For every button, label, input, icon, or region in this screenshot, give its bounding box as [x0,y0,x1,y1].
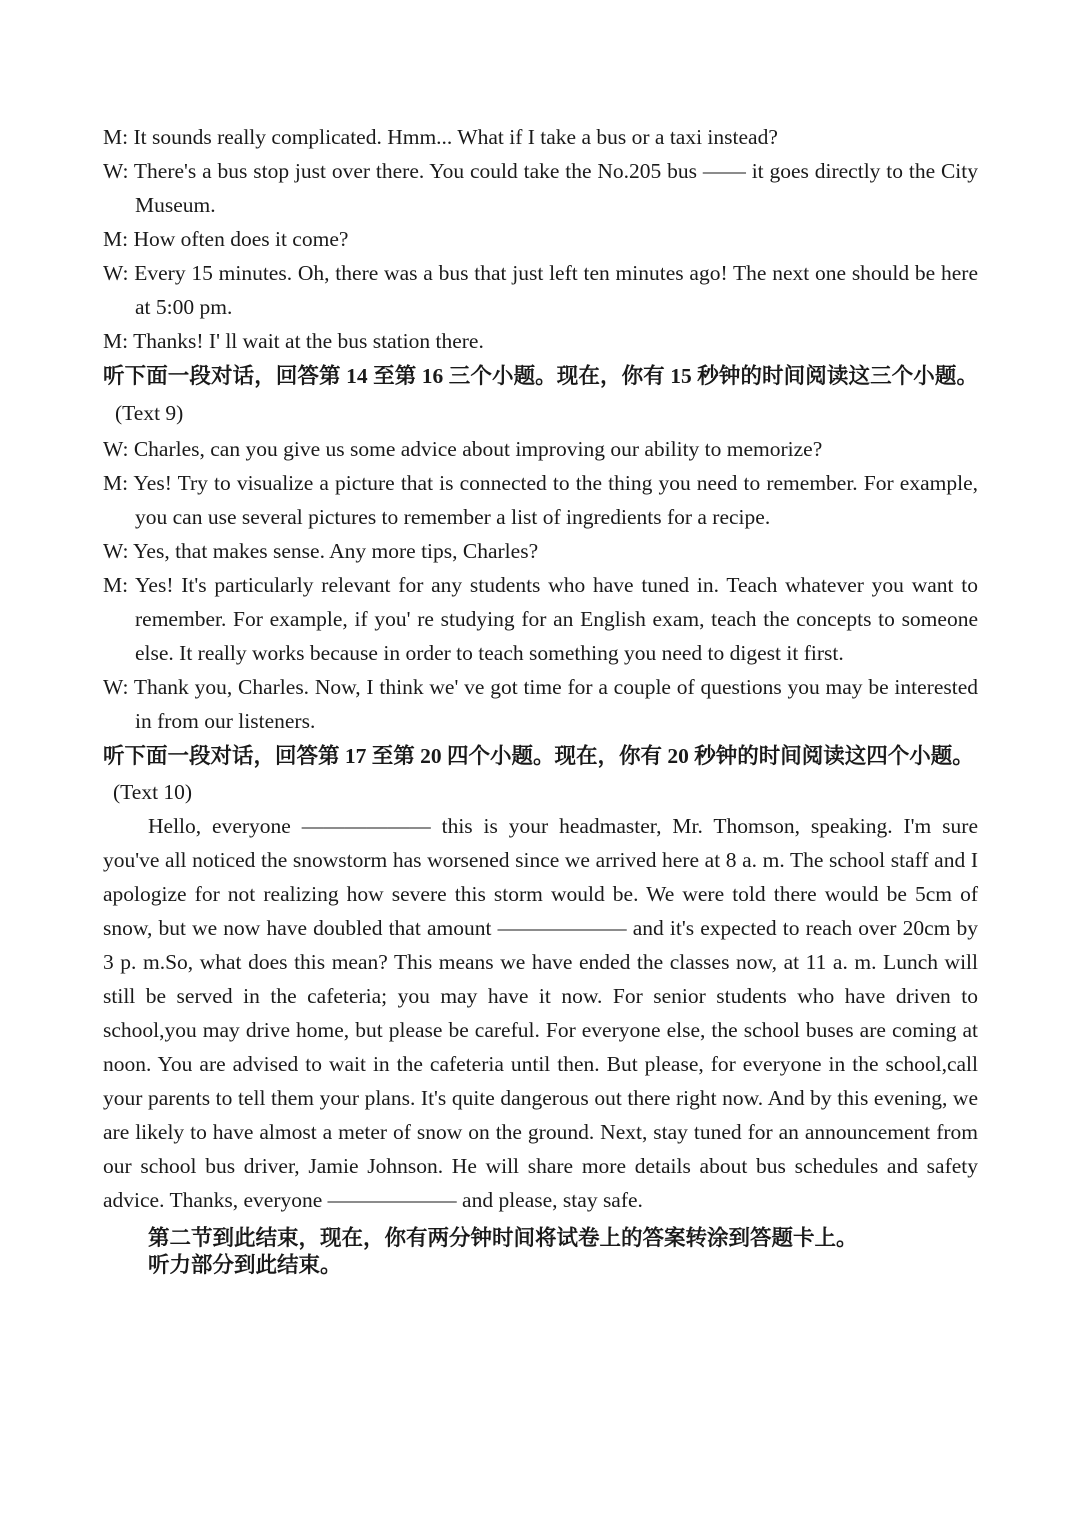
closing-line: 听力部分到此结束。 [148,1253,342,1277]
dialogue-line: W: Yes, that makes sense. Any more tips, Charles? [103,539,539,563]
dialogue-line: W: Charles, can you give us some advice about improving our ability to memorize? [103,437,823,461]
dialogue-line: M: Thanks! I' ll wait at the bus station there. [103,329,484,353]
dialogue-line: M: Yes! Try to visualize a picture that is connected to the thing you need to remember. For example, you can use several pictures to remember a list of ingredients for a recipe. [103,471,978,529]
dialogue-line: M: How often does it come? [103,227,349,251]
instruction-text: 听下面一段对话，回答第 14 至第 16 三个小题。现在，你有 15 秒钟的时间阅读这三个小题。 [103,364,978,388]
dialogue-line: W: There's a bus stop just over there. You could take the No.205 bus —— it goes directly to the City Museum. [103,159,978,217]
section-instruction-text10: 听下面一段对话，回答第 17 至第 20 四个小题。现在，你有 20 秒钟的时间阅读这四个小题。 [103,744,974,768]
section-instruction-text9 [103,358,978,432]
dialogue-line: W: Every 15 minutes. Oh, there was a bus that just left ten minutes ago! The next one should be here at 5:00 pm. [103,261,978,319]
dialogue-line: W: Thank you, Charles. Now, I think we' ve got time for a couple of questions you may be interested in from our listeners. [103,675,978,733]
monologue-paragraph: Hello, everyone —————— this is your headmaster, Mr. Thomson, speaking. I'm sure you've all noticed the snowstorm has worsened since we arrived here at 8 a. m. The school staff and I apologize for not realizing how severe this storm would be. We were told there would be 5cm of snow, but we now have doubled that amount —————— and it's expected to reach over 20cm by 3 p. m.So, what does this mean? This means we have ended the classes now, at 11 a. m. Lunch will still be served in the cafeteria; you may have it now. For senior students who have driven to school,you may drive home, but please be careful. For everyone else, the school buses are coming at noon. You are advised to wait in the cafeteria until then. But please, for everyone in the school,call your parents to tell them your plans. It's quite dangerous out there right now. And by this evening, we are likely to have almost a meter of snow on the ground. Next, stay tuned for an announcement from our school bus driver, Jamie Johnson. He will share more details about bus schedules and safety advice. Thanks, everyone —————— and please, stay safe. [103,814,978,1212]
document-page [103,120,978,1279]
closing-line: 第二节到此结束，现在，你有两分钟时间将试卷上的答案转涂到答题卡上。 [148,1226,858,1250]
text-label: (Text 9) [115,401,184,425]
text-label: (Text 10) [113,780,193,804]
dialogue-line: M: It sounds really complicated. Hmm... What if I take a bus or a taxi instead? [103,125,778,149]
dialogue-line: M: Yes! It's particularly relevant for any students who have tuned in. Teach whatever you want to remember. For example, if you' re studying for an English exam, teach the concepts to someone else. It really works because in order to teach something you need to digest it first. [103,573,978,665]
